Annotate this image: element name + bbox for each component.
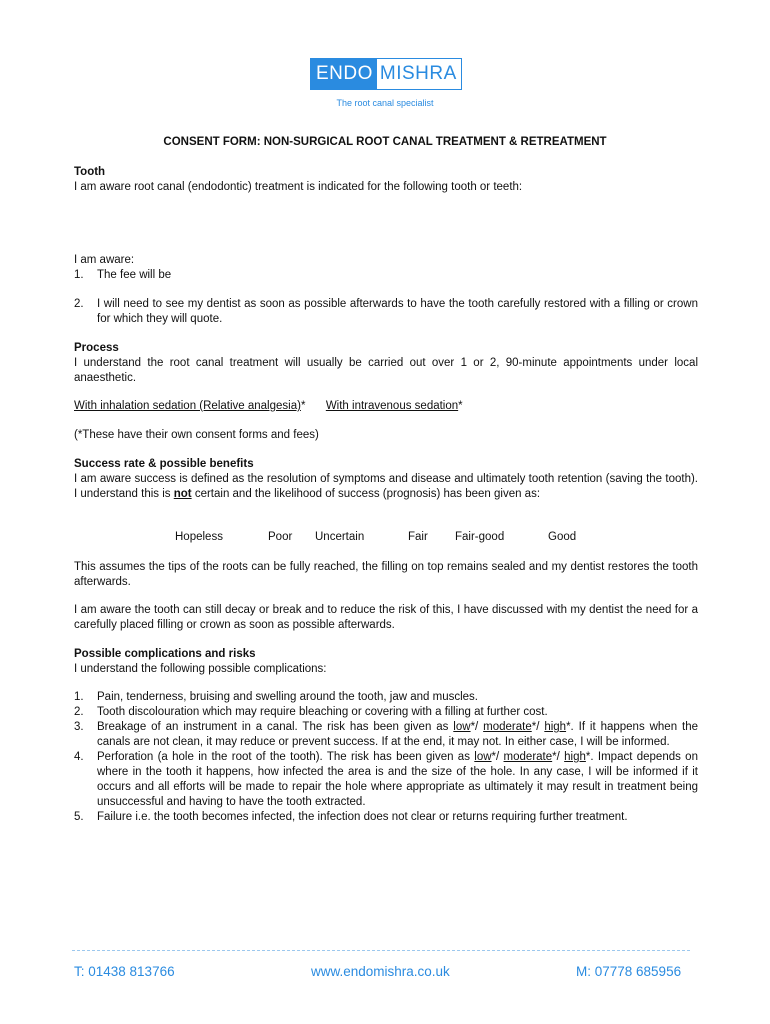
complications-heading: Possible complications and risks xyxy=(74,648,256,660)
list-number: 2. xyxy=(74,706,84,718)
risk-sep: */ xyxy=(552,751,565,763)
endo-mishra-logo xyxy=(310,58,462,90)
sedation-note: (*These have their own consent forms and fees) xyxy=(74,429,319,441)
decay-text: I am aware the tooth can still decay or break and to reduce the risk of this, I have discussed with my dentist the need for a carefully placed filling or crown as soon as possible afterwards. xyxy=(74,604,698,631)
process-text: I understand the root canal treatment will usually be carried out over 1 or 2, 90-minute appointments under local anaesthetic. xyxy=(74,357,698,384)
list-item xyxy=(74,297,698,327)
item4-text-a: Perforation (a hole in the root of the tooth). The risk has been given as xyxy=(97,751,475,763)
list-number: 5. xyxy=(74,811,84,823)
list-item xyxy=(74,810,698,825)
complication-perforation xyxy=(97,750,698,810)
risk-low-option[interactable]: low xyxy=(474,751,492,763)
footer-mobile[interactable]: M: 07778 685956 xyxy=(576,964,682,979)
prognosis-poor[interactable]: Poor xyxy=(268,531,293,543)
not-emphasis: not xyxy=(173,488,192,500)
complication-discolouration: Tooth discolouration which may require bleaching or covering with a filling at further cost. xyxy=(97,706,548,718)
list-number: 2. xyxy=(74,298,84,310)
tooth-heading: Tooth xyxy=(74,166,106,178)
list-item xyxy=(74,268,698,283)
success-text-a: I am aware success is defined as the resolution of symptoms and disease and ultimately tooth retention (saving the tooth). I understand this is xyxy=(74,473,698,500)
success-text xyxy=(74,472,698,502)
risk-low-option[interactable]: low xyxy=(453,721,471,733)
aware-list-2 xyxy=(74,297,698,327)
list-number: 1. xyxy=(74,691,84,703)
list-item xyxy=(74,750,698,810)
fee-text: The fee will be xyxy=(97,269,172,281)
risk-high-option[interactable]: high xyxy=(564,751,586,763)
prognosis-fair[interactable]: Fair xyxy=(408,531,428,543)
list-item xyxy=(74,705,698,720)
risk-sep: */ xyxy=(531,721,545,733)
sedation-options xyxy=(74,399,698,414)
footer-phone[interactable]: T: 01438 813766 xyxy=(74,964,175,979)
prognosis-fair-good[interactable]: Fair-good xyxy=(455,531,505,543)
risk-sep: */ xyxy=(491,751,504,763)
risk-end: * xyxy=(585,751,591,763)
restore-text: I will need to see my dentist as soon as possible afterwards to have the tooth carefully restored with a filling or crown for which they will quote. xyxy=(97,298,698,325)
list-item xyxy=(74,720,698,750)
logo-right: MISHRA xyxy=(379,63,457,84)
item4-text-b: . Impact depends on where in the tooth it happens, how infected the area is and the size of the hole. In any case, I will be informed if it occurs and all efforts will be made to repair the hole where appropriate as ultimately it may result in treatment being unsuccessful and having to have the tooth extracted. xyxy=(97,751,698,808)
item3-text-b: . If it happens when the canals are not clean, it may reduce or prevent success. If at the end, it may not. In either case, I will be informed. xyxy=(97,721,698,748)
footer-divider xyxy=(72,950,690,951)
risk-moderate-option[interactable]: moderate xyxy=(483,721,532,733)
list-number: 4. xyxy=(74,751,84,763)
item3-text-a: Breakage of an instrument in a canal. The risk has been given as xyxy=(97,721,454,733)
complication-failure: Failure i.e. the tooth becomes infected, the infection does not clear or returns requiring further treatment. xyxy=(97,811,628,823)
list-number: 1. xyxy=(74,269,84,281)
process-section xyxy=(74,341,698,386)
complication-pain: Pain, tenderness, bruising and swelling around the tooth, jaw and muscles. xyxy=(97,691,479,703)
prognosis-good[interactable]: Good xyxy=(548,531,577,543)
success-text-b: certain and the likelihood of success (prognosis) has been given as: xyxy=(191,488,541,500)
risk-end: * xyxy=(566,721,571,733)
asterisk: * xyxy=(458,400,463,412)
asterisk: * xyxy=(300,400,306,412)
process-heading: Process xyxy=(74,342,119,354)
inhalation-sedation-option[interactable]: With inhalation sedation (Relative analgesia) xyxy=(74,400,301,412)
complications-list xyxy=(74,690,698,825)
tooth-text: I am aware root canal (endodontic) treatment is indicated for the following tooth or teeth: xyxy=(74,181,523,193)
logo-left: ENDO xyxy=(311,59,377,89)
list-number: 3. xyxy=(74,721,84,733)
intravenous-sedation-option[interactable]: With intravenous sedation xyxy=(325,400,459,412)
success-heading: Success rate & possible benefits xyxy=(74,458,254,470)
risk-sep: */ xyxy=(470,721,484,733)
assumes-text: This assumes the tips of the roots can be fully reached, the filling on top remains sealed and my dentist restores the tooth afterwards. xyxy=(74,561,698,588)
prognosis-uncertain[interactable]: Uncertain xyxy=(315,531,365,543)
complication-instrument-breakage xyxy=(97,720,698,750)
tooth-section xyxy=(74,165,698,195)
success-section xyxy=(74,457,698,502)
page-title: CONSENT FORM: NON-SURGICAL ROOT CANAL TREATMENT & RETREATMENT xyxy=(163,136,607,148)
footer-website-link[interactable]: www.endomishra.co.uk xyxy=(311,964,450,979)
aware-label: I am aware: xyxy=(74,254,135,266)
aware-list xyxy=(74,268,698,283)
prognosis-hopeless[interactable]: Hopeless xyxy=(175,531,223,543)
complications-section xyxy=(74,647,698,677)
risk-moderate-option[interactable]: moderate xyxy=(503,751,553,763)
risk-high-option[interactable]: high xyxy=(544,721,567,733)
list-item xyxy=(74,690,698,705)
tagline: The root canal specialist xyxy=(336,98,434,108)
complications-intro: I understand the following possible complications: xyxy=(74,663,327,675)
